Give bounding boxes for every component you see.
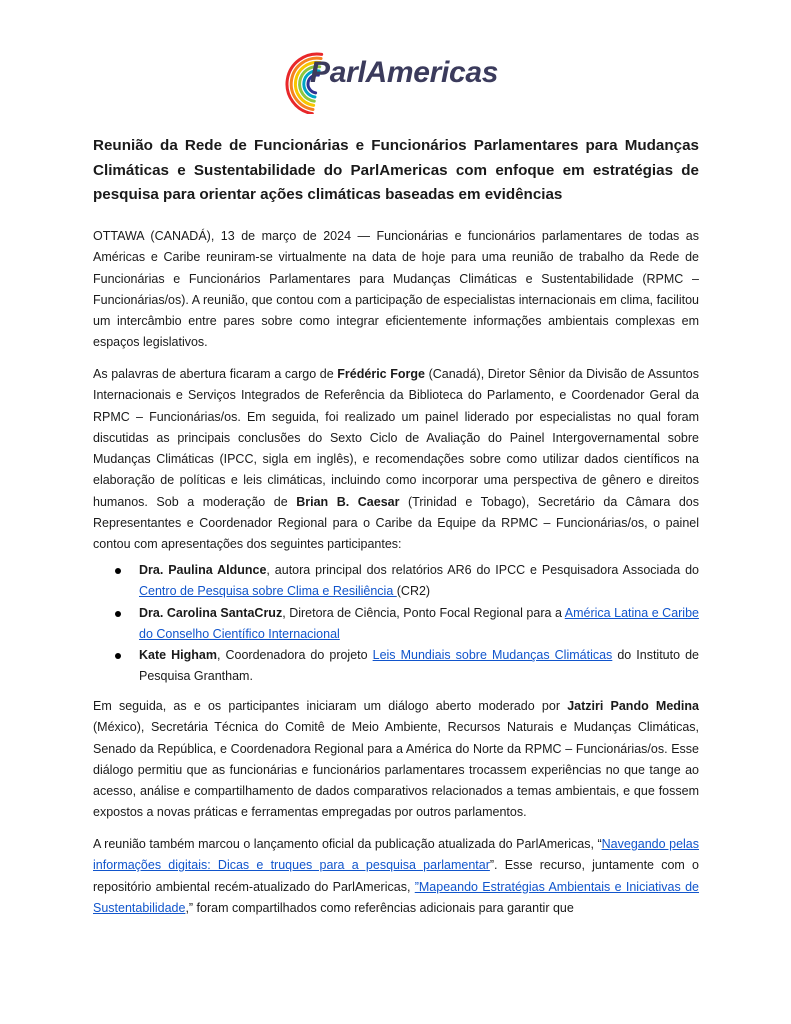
- link-publication[interactable]: Navegando pelas informações digitais: Dicas e truques para a pesquisa parlamentar: [93, 837, 699, 873]
- paragraph-intro: OTTAWA (CANADÁ), 13 de março de 2024 — Funcionárias e funcionários parlamentares de todas as Américas e Caribe reuniram-se virtualmente na data de hoje para uma reunião de trabalho da Rede de Funcionárias e Funcionários Parlamentares para Mudanças Climáticas e Sustentabilidade (RPMC – Funcionárias/os). A reunião, que contou com a participação de especialistas internacionais em clima, facilitou um intercâmbio entre pares sobre como integrar eficientemente informações ambientais complexas em espaços legislativos.: [93, 229, 699, 350]
- person-name: Jatziri Pando Medina: [567, 699, 699, 713]
- bullet-icon: [115, 653, 121, 659]
- text: Em seguida, as e os participantes iniciaram um diálogo aberto moderado por: [93, 699, 568, 713]
- list-item: [115, 603, 699, 646]
- text: As palavras de abertura ficaram a cargo de: [93, 367, 338, 381]
- link-repository[interactable]: ”Mapeando Estratégias Ambientais e Iniciativas de Sustentabilidade: [93, 879, 699, 915]
- paragraph-launch: [93, 834, 699, 919]
- person-name: Brian B. Caesar: [296, 494, 400, 509]
- text: , Coordenadora do projeto: [216, 648, 373, 663]
- participants-list: [115, 560, 699, 688]
- list-item: [115, 560, 699, 603]
- text: (CR2): [396, 584, 431, 599]
- text: do Instituto de Pesquisa Grantham.: [139, 648, 699, 684]
- person-name: Dra. Carolina SantaCruz: [139, 605, 283, 620]
- paragraph-dialogue: [93, 696, 699, 824]
- link-climate-laws[interactable]: Leis Mundiais sobre Mudanças Climáticas: [372, 648, 613, 663]
- text: , autora principal dos relatórios AR6 do IPCC e Pesquisadora Associada do: [266, 563, 699, 577]
- paragraph-opening: [93, 364, 699, 556]
- text: ,” foram compartilhados como referências adicionais para garantir que: [185, 900, 574, 915]
- person-name: Dra. Paulina Aldunce: [139, 563, 267, 577]
- text: , Diretora de Ciência, Ponto Focal Regional para a: [282, 605, 565, 620]
- page-title: Reunião da Rede de Funcionárias e Funcionários Parlamentares para Mudanças Climáticas e Sustentabilidade do ParlAmericas com enfoque em estratégias de pesquisa para orientar ações climáticas baseadas em evidências: [93, 137, 699, 203]
- list-item: [115, 645, 699, 688]
- bullet-icon: [115, 568, 121, 574]
- text: ”. Esse recurso, juntamente com o repositório ambiental recém-atualizado do ParlAmericas,: [93, 858, 700, 894]
- text: (Canadá), Diretor Sênior da Divisão de Assuntos Internacionais e Serviços Integrados de Referência da Biblioteca do Parlamento, e Coordenador Geral da RPMC – Funcionárias/os. Em seguida, foi realizado um painel liderado por especialistas no qual foram discutidas as principais conclusões do Sexto Ciclo de Avaliação do Painel Intergovernamental sobre Mudanças Climáticas (IPCC, sigla em inglês), e recomendações sobre como utilizar dados científicos na elaboração de políticas e leis climáticas, incluindo como incorporar uma perspectiva de gênero e direitos humanos. Sob a moderação de: [93, 367, 699, 509]
- text: (Trinidad e Tobago), Secretário da Câmara dos Representantes e Coordenador Regional para o Caribe da Equipe da RPMC – Funcionárias/os, o painel contou com apresentações dos seguintes participantes:: [93, 494, 699, 552]
- link-cr2[interactable]: Centro de Pesquisa sobre Clima e Resiliência: [139, 584, 397, 599]
- person-name: Frédéric Forge: [337, 367, 425, 381]
- logo-text: ParlAmericas: [310, 56, 499, 89]
- parlamericas-logo: [277, 48, 517, 114]
- person-name: Kate Higham: [139, 648, 217, 663]
- link-isc[interactable]: América Latina e Caribe do Conselho Científico Internacional: [139, 605, 699, 641]
- text: (México), Secretária Técnica do Comitê de Meio Ambiente, Recursos Naturais e Mudanças Climáticas, Senado da República, e Coordenadora Regional para a América do Norte da RPMC – Funcionárias/os. Esse diálogo permitiu que as funcionárias e funcionários parlamentares trocassem experiências no que tange ao acesso, análise e compartilhamento de dados comparativos relacionados a temas ambientais, e que fossem expostos a novas práticas e ferramentas empregadas por outros parlamentos.: [93, 720, 699, 820]
- bullet-icon: [115, 611, 121, 617]
- text: A reunião também marcou o lançamento oficial da publicação atualizada do ParlAmericas, “: [93, 837, 602, 851]
